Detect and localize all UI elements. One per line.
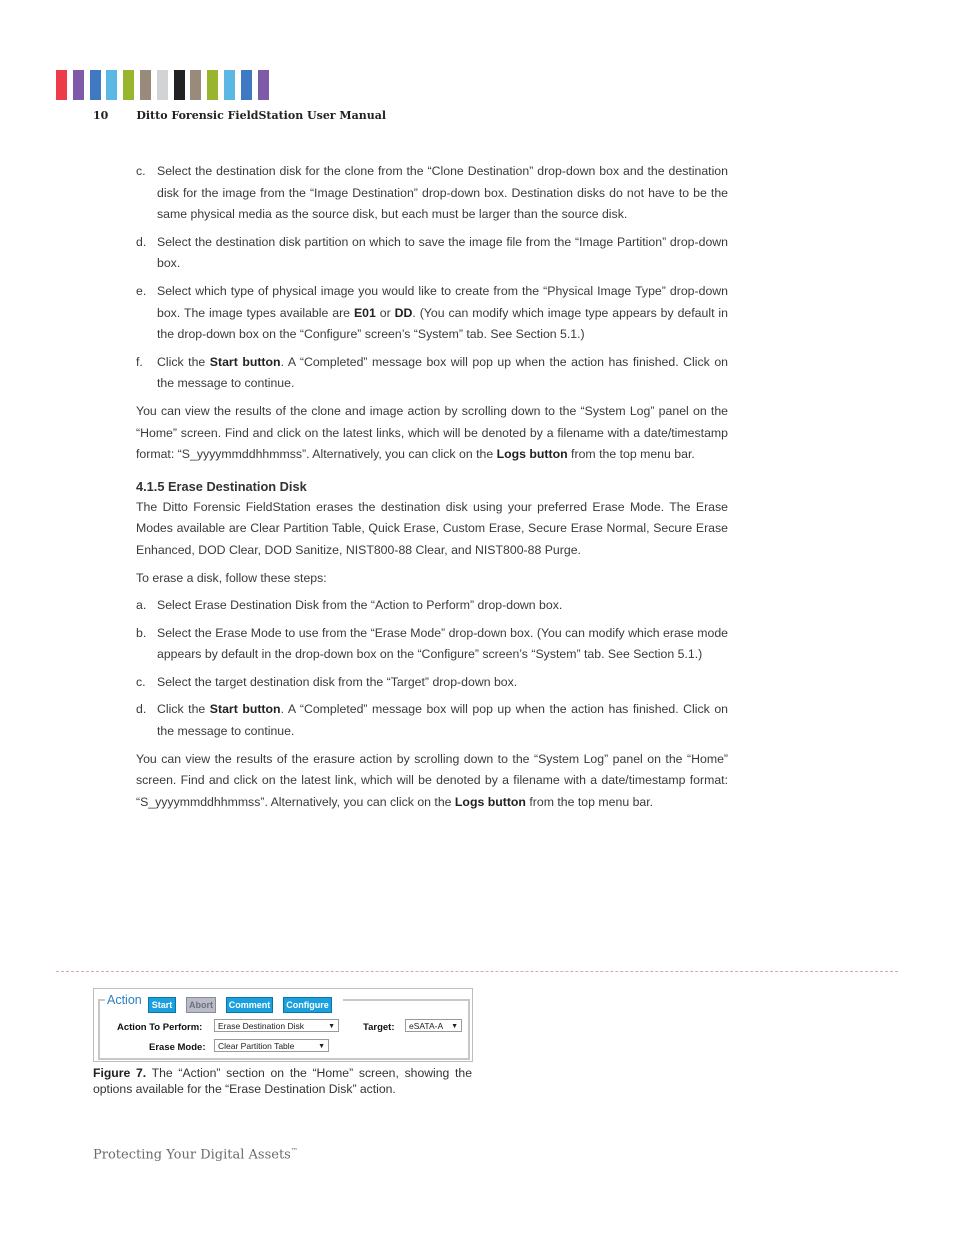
figure-action-screenshot bbox=[93, 988, 473, 1062]
list-item-label: d. bbox=[136, 234, 147, 249]
list-item-text: Select the destination disk for the clone from the “Clone Destination” drop-down box and the destination disk for the image from the “Image Destination” drop-down box. Destination disks do not have to be the same physical media as the source disk, but each must be larger than the source disk. bbox=[157, 164, 728, 222]
list-item-text: . (You can modify which image type appears by default in the drop-down box on the “Configure” screen’s “System” tab. See Section 5.1.) bbox=[157, 305, 728, 342]
paragraph-text: You can view the results of the clone and image action by scrolling down to the “System Log” panel on the “Home” screen. Find and click on the latest links, which will be denoted by a filename with a date/timestamp format: “S_yyyymmddhhmmss”. Alternatively, you can click on the bbox=[136, 403, 728, 462]
paragraph bbox=[136, 749, 728, 814]
list-item-text: Select the target destination disk from the “Target” drop-down box. bbox=[157, 674, 518, 689]
color-bar bbox=[241, 70, 252, 100]
erase-mode-label: Erase Mode: bbox=[149, 1042, 206, 1053]
color-bar bbox=[190, 70, 201, 100]
color-bar bbox=[106, 70, 117, 100]
trademark-symbol: ™ bbox=[290, 1147, 298, 1155]
list-item-label: e. bbox=[136, 283, 147, 298]
list-item-text: Click the bbox=[157, 702, 210, 717]
list-item-text: Select which type of physical image you would like to create from the “Physical Image Type” drop-down box. The image types available are bbox=[157, 283, 728, 320]
paragraph: To erase a disk, follow these steps: bbox=[136, 570, 327, 585]
list-item-label: c. bbox=[136, 674, 146, 689]
bold-term: Start button bbox=[209, 702, 281, 717]
list-item bbox=[136, 623, 728, 666]
list-item bbox=[136, 672, 728, 694]
action-to-perform-label: Action To Perform: bbox=[117, 1022, 203, 1033]
list-item-text: . A “Completed” message box will pop up when the action has finished. Click on the message to continue. bbox=[157, 702, 728, 739]
chevron-down-icon: ▼ bbox=[318, 1043, 325, 1050]
color-bar bbox=[207, 70, 218, 100]
color-bar bbox=[90, 70, 101, 100]
target-value: eSATA-A bbox=[409, 1021, 444, 1031]
color-bar bbox=[258, 70, 269, 100]
list-item bbox=[136, 161, 728, 226]
paragraph-text: from the top menu bar. bbox=[525, 794, 654, 809]
bold-term: DD bbox=[394, 305, 413, 320]
color-bar bbox=[140, 70, 151, 100]
bold-term: Start button bbox=[209, 354, 281, 369]
manual-title: Ditto Forensic FieldStation User Manual bbox=[136, 109, 387, 122]
list-item bbox=[136, 595, 728, 617]
page-footer bbox=[93, 1147, 298, 1162]
comment-button[interactable]: Comment bbox=[226, 997, 273, 1013]
bold-term: Logs button bbox=[496, 447, 568, 462]
page-header bbox=[93, 109, 386, 122]
list-item-text: Select Erase Destination Disk from the “Action to Perform” drop-down box. bbox=[157, 598, 563, 613]
configure-button[interactable]: Configure bbox=[283, 997, 332, 1013]
list-item-text: Select the Erase Mode to use from the “Erase Mode” drop-down box. (You can modify which erase mode appears by default in the drop-down box on the “Configure” screen’s “System” tab. See Section 5.1.) bbox=[157, 625, 728, 662]
erase-mode-select[interactable] bbox=[214, 1039, 329, 1052]
paragraph-text: from the top menu bar. bbox=[567, 447, 695, 462]
list-item bbox=[136, 699, 728, 742]
abort-button[interactable]: Abort bbox=[186, 997, 216, 1013]
paragraph bbox=[136, 401, 728, 466]
figure-caption bbox=[93, 1066, 472, 1097]
list-item-label: d. bbox=[136, 702, 147, 717]
list-item bbox=[136, 232, 728, 275]
paragraph: The Ditto Forensic FieldStation erases the destination disk using your preferred Erase Mode. The Erase Modes available are Clear Partition Table, Quick Erase, Custom Erase, Secure Erase Normal, Secure Erase Enhanced, DOD Clear, DOD Sanitize, NIST800-88 Clear, and NIST800-88 Purge. bbox=[136, 499, 728, 557]
dashed-divider bbox=[56, 971, 898, 972]
list-item-text: . A “Completed” message box will pop up when the action has finished. Click on the message to continue. bbox=[157, 354, 728, 391]
action-legend-title: Action bbox=[107, 993, 142, 1007]
list-item-text: Click the bbox=[157, 354, 210, 369]
color-bar bbox=[157, 70, 168, 100]
chevron-down-icon: ▼ bbox=[328, 1023, 335, 1030]
paragraph-text: You can view the results of the erasure action by scrolling down to the “System Log” panel on the “Home” screen. Find and click on the latest link, which will be denoted by a filename with a date/timestamp format: “S_yyyymmddhhmmss”. Alternatively, you can click on the bbox=[136, 751, 728, 809]
list-item bbox=[136, 352, 728, 395]
bold-term: Logs button bbox=[454, 794, 526, 809]
page-number: 10 bbox=[93, 109, 109, 122]
color-bar bbox=[224, 70, 235, 100]
list-item bbox=[136, 281, 728, 346]
bold-term: E01 bbox=[353, 305, 376, 320]
list-item-label: a. bbox=[136, 598, 147, 613]
color-bar bbox=[123, 70, 134, 100]
list-item-label: b. bbox=[136, 625, 147, 640]
footer-text: Protecting Your Digital Assets bbox=[93, 1147, 291, 1163]
color-bar bbox=[56, 70, 67, 100]
chevron-down-icon: ▼ bbox=[451, 1023, 458, 1030]
body-content bbox=[136, 161, 728, 819]
color-bar bbox=[174, 70, 185, 100]
erase-mode-value: Clear Partition Table bbox=[218, 1041, 295, 1051]
list-item-label: f. bbox=[136, 354, 143, 369]
caption-text: The “Action” section on the “Home” screen, showing the options available for the “Erase Destination Disk” action. bbox=[93, 1066, 472, 1096]
list-item-label: c. bbox=[136, 164, 146, 178]
figure-label: Figure 7. bbox=[93, 1066, 147, 1080]
color-bar bbox=[73, 70, 84, 100]
action-to-perform-select[interactable] bbox=[214, 1019, 339, 1032]
action-legend-row bbox=[105, 992, 343, 1012]
start-button[interactable]: Start bbox=[148, 997, 176, 1013]
list-item-text: or bbox=[375, 305, 395, 320]
target-label: Target: bbox=[363, 1022, 395, 1033]
list-item-text: Select the destination disk partition on which to save the image file from the “Image Partition” drop-down box. bbox=[157, 234, 728, 271]
target-select[interactable] bbox=[405, 1019, 462, 1032]
action-to-perform-value: Erase Destination Disk bbox=[218, 1021, 304, 1031]
section-heading: 4.1.5 Erase Destination Disk bbox=[136, 478, 307, 494]
